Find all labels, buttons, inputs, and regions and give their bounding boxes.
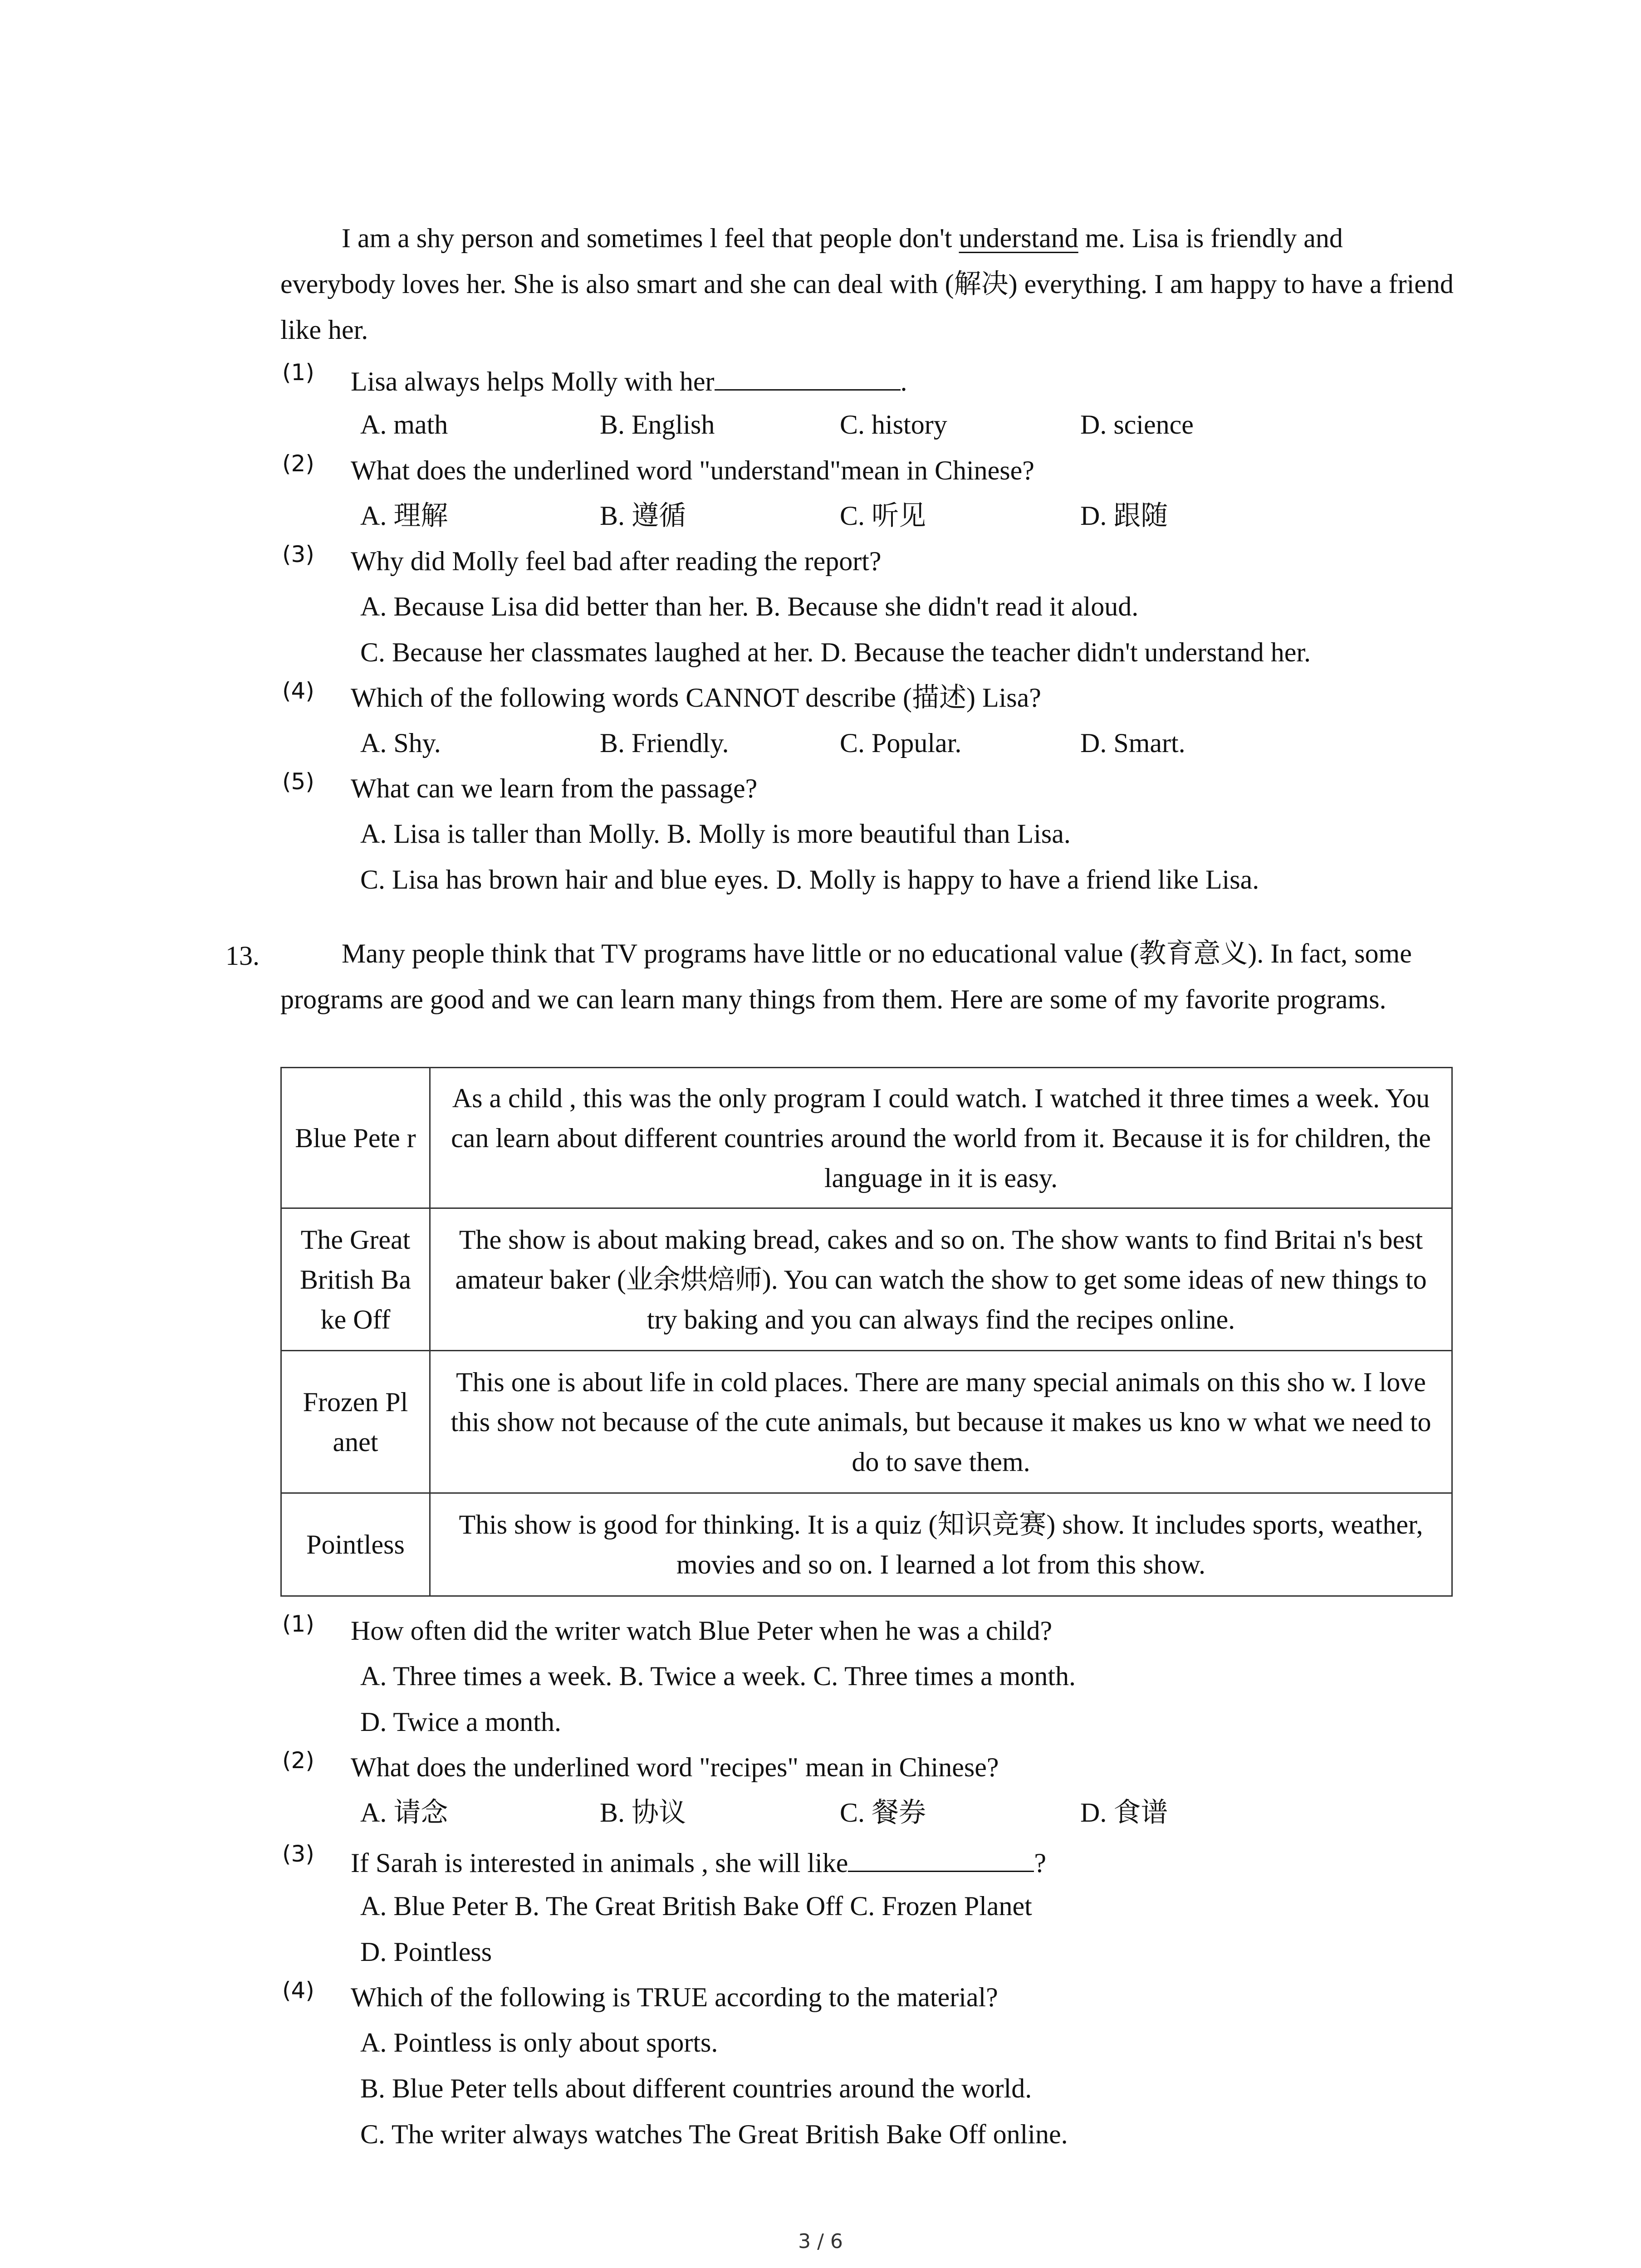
option-line: C. Because her classmates laughed at her. D. Because the teacher didn't understand her. <box>360 637 1311 667</box>
question-text: What does the underlined word "understand"mean in Chinese? <box>351 455 1034 485</box>
option-line: A. Pointless is only about sports. <box>360 2028 718 2058</box>
option: D. Smart. <box>1080 728 1185 758</box>
page-number: 3 / 6 <box>798 2230 843 2253</box>
question-text: What does the underlined word "recipes" mean in Chinese? <box>351 1752 999 1782</box>
answer-blank <box>848 1847 1034 1872</box>
question-number: (3) <box>282 541 314 567</box>
question-number: (2) <box>282 1747 314 1774</box>
programs-table <box>280 1067 1453 1597</box>
option: C. Popular. <box>840 728 962 758</box>
question-13-number: 13. <box>225 941 260 971</box>
table-row <box>281 1493 1452 1596</box>
passage-13-paragraph: Many people think that TV programs have little or no educational value (教育意义). In fact, some programs are good and we can learn many things from them. Here are some of my favorite programs. <box>280 938 1412 1014</box>
option-line: D. Pointless <box>360 1937 492 1967</box>
question-number: (4) <box>282 1977 314 2004</box>
program-name: Frozen Pl anet <box>281 1351 430 1493</box>
program-description: This show is good for thinking. It is a quiz (知识竞赛) show. It includes sports, weather, movies and so on. I learned a lot from this show. <box>430 1493 1452 1596</box>
option: B. 协议 <box>600 1798 686 1828</box>
question-text: What can we learn from the passage? <box>351 773 758 803</box>
question-number: (5) <box>282 768 314 795</box>
question-text: If Sarah is interested in animals , she will like ? <box>351 1848 1047 1878</box>
option-line: A. Because Lisa did better than her. B. Because she didn't read it aloud. <box>360 591 1139 621</box>
option-line: C. Lisa has brown hair and blue eyes. D. Molly is happy to have a friend like Lisa. <box>360 865 1259 894</box>
option: D. 食谱 <box>1080 1798 1168 1828</box>
option: B. 遵循 <box>600 501 686 531</box>
question-number: (3) <box>282 1841 314 1867</box>
program-description: This one is about life in cold places. There are many special animals on this sho w. I love this show not because of the cute animals, but because it makes us kno w what we need to do to save them. <box>430 1351 1452 1493</box>
question-text: Which of the following is TRUE according to the material? <box>351 1982 998 2012</box>
option: D. science <box>1080 410 1194 440</box>
option: A. 理解 <box>360 501 448 531</box>
question-text: Why did Molly feel bad after reading the report? <box>351 546 882 576</box>
option: A. 请念 <box>360 1798 448 1828</box>
option-line: A. Lisa is taller than Molly. B. Molly is more beautiful than Lisa. <box>360 819 1071 849</box>
answer-blank <box>715 366 901 391</box>
program-name: The Great British Ba ke Off <box>281 1208 430 1351</box>
passage-12-paragraph: I am a shy person and sometimes l feel that people don't understand me. Lisa is friendly and everybody loves her. She is also smart and she can deal with (解决) everything. I am happy to have a friend like her. <box>280 223 1454 345</box>
underlined-word-understand: understand <box>959 223 1078 253</box>
program-description: The show is about making bread, cakes and so on. The show wants to find Britai n's best amateur baker (业余烘焙师). You can watch the show to get some ideas of new things to try baking and you can always find the recipes online. <box>430 1208 1452 1351</box>
table-row <box>281 1208 1452 1351</box>
option-line: B. Blue Peter tells about different countries around the world. <box>360 2073 1032 2103</box>
program-description: As a child , this was the only program I could watch. I watched it three times a week. You can learn about different countries around the world from it. Because it is for children, the language in it is easy. <box>430 1068 1452 1208</box>
option-line: C. The writer always watches The Great British Bake Off online. <box>360 2119 1068 2149</box>
option: C. 听见 <box>840 501 926 531</box>
program-name: Pointless <box>281 1493 430 1596</box>
option: B. English <box>600 410 715 440</box>
question-number: (4) <box>282 678 314 704</box>
question-number: (1) <box>282 359 314 386</box>
question-number: (1) <box>282 1611 314 1637</box>
question-text: Lisa always helps Molly with her . <box>351 367 907 396</box>
option: C. 餐券 <box>840 1798 926 1828</box>
option: D. 跟随 <box>1080 501 1168 531</box>
option: A. Shy. <box>360 728 441 758</box>
option-line: A. Three times a week. B. Twice a week. C. Three times a month. <box>360 1661 1076 1691</box>
option-line: A. Blue Peter B. The Great British Bake Off C. Frozen Planet <box>360 1891 1032 1921</box>
table-row <box>281 1351 1452 1493</box>
table-row <box>281 1068 1452 1208</box>
question-number: (2) <box>282 450 314 477</box>
option-line: D. Twice a month. <box>360 1707 561 1737</box>
question-text: How often did the writer watch Blue Peter when he was a child? <box>351 1616 1053 1646</box>
program-name: Blue Pete r <box>281 1068 430 1208</box>
option: A. math <box>360 410 448 440</box>
option: B. Friendly. <box>600 728 729 758</box>
option: C. history <box>840 410 947 440</box>
question-text: Which of the following words CANNOT describe (描述) Lisa? <box>351 683 1041 713</box>
